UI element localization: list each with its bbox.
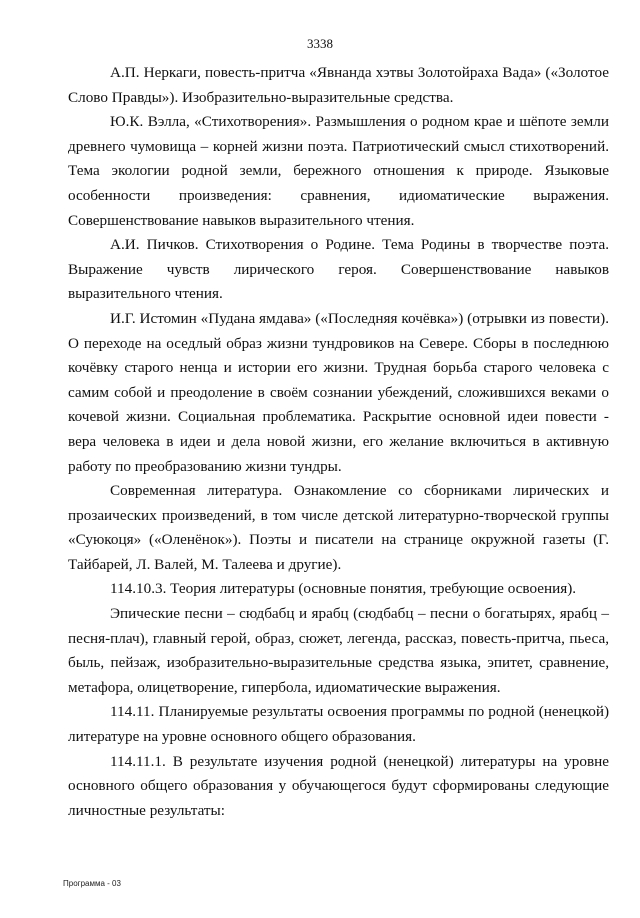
paragraph-nerkagi: А.П. Неркаги, повесть-притча «Явнанда хэтвы Золотойраха Вада» («Золотое Слово Правды»). Изобразительно-выразительные средства. — [68, 64, 609, 106]
paragraph-modern-literature: Современная литература. Ознакомление со сборниками лирических и прозаических произведений, в том числе детской литературно-творческой группы «Суюкоця» («Оленёнок»). Поэты и писатели на странице окружной газеты (Г. Тайбарей, Л. Валей, М. Талеева и другие). — [68, 482, 609, 573]
paragraph-pichkov: А.И. Пичков. Стихотворения о Родине. Тема Родины в творчестве поэта. Выражение чувств лирического героя. Совершенствование навыков выразительного чтения. — [68, 236, 609, 303]
footer-label: Программа - 03 — [63, 879, 121, 888]
paragraph-istomin: И.Г. Истомин «Пудана ямдава» («Последняя кочёвка») (отрывки из повести). О переходе на оседлый образ жизни тундровиков на Севере. Сборы в последнюю кочёвку старого ненца и истории его жизни. Трудная борьба старого человека с самим собой и преодоление в своём сознании убеждений, сложившихся веками о кочевой жизни. Социальная проблематика. Раскрытие основной идеи повести - вера человека в идеи и дела новой жизни, его желание включиться в активную работу по преобразованию жизни тундры. — [68, 309, 609, 475]
document-body — [68, 61, 609, 823]
page-number: 3338 — [307, 36, 333, 51]
paragraph-vella: Ю.К. Вэлла, «Стихотворения». Размышления о родном крае и шёпоте земли древнего чумовища – корней жизни поэта. Патриотический смысл стихотворений. Тема экологии родной земли, бережного отношения к природе. Языковые особенности произведения: сравнения, идиоматические выражения. Совершенствование навыков выразительного чтения. — [68, 113, 609, 229]
paragraph-section-114-11-1: 114.11.1. В результате изучения родной (ненецкой) литературы на уровне основного общего образования у обучающегося будут сформированы следующие личностные результаты: — [68, 752, 609, 819]
paragraph-epic-songs: Эпические песни – сюдбабц и ярабц (сюдбабц – песни о богатырях, ярабц – песня-плач), главный герой, образ, сюжет, легенда, рассказ, повесть-притча, пьеса, быль, пейзаж, изобразительно-выразительные средства языка, эпитет, сравнение, метафора, олицетворение, гипербола, идиоматические выражения. — [68, 605, 609, 696]
paragraph-section-114-10-3: 114.10.3. Теория литературы (основные понятия, требующие освоения). — [110, 580, 577, 598]
paragraph-section-114-11: 114.11. Планируемые результаты освоения программы по родной (ненецкой) литературе на уровне основного общего образования. — [68, 703, 609, 746]
